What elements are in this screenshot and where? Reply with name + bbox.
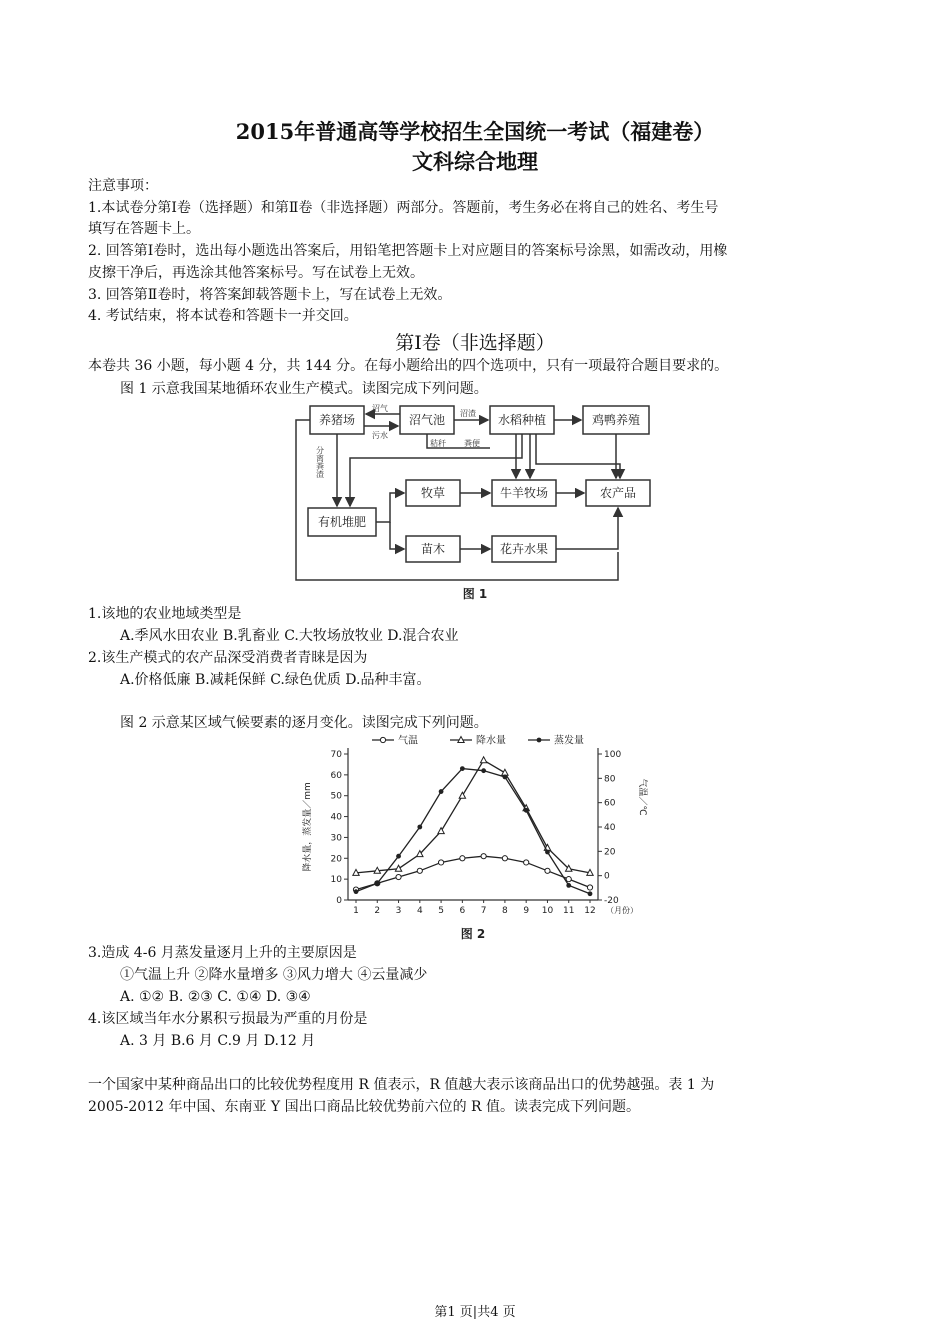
svg-text:花卉水果: 花卉水果 <box>499 542 549 556</box>
notice-line: 皮擦干净后，再选涂其他答案标号。写在试卷上无效。 <box>88 265 424 281</box>
svg-text:污水: 污水 <box>372 431 388 440</box>
figure-1-diagram <box>290 402 660 602</box>
svg-text:鸡鸭养殖: 鸡鸭养殖 <box>591 413 641 427</box>
point-2 <box>588 891 593 896</box>
point-0 <box>396 874 401 879</box>
x-tick-label: 11 <box>563 906 575 916</box>
box-biogas <box>400 406 454 434</box>
y-tick-label: 60 <box>330 770 342 781</box>
y2-tick-label: 40 <box>604 823 616 833</box>
point-2 <box>396 854 401 859</box>
x-tick-label: 8 <box>502 906 508 916</box>
svg-text:粪便: 粪便 <box>464 439 480 448</box>
svg-text:水稻种植: 水稻种植 <box>497 413 547 427</box>
q3-stem: 3.造成 4-6 月蒸发量逐月上升的主要原因是 <box>88 945 357 961</box>
notice-line: 3. 回答第Ⅱ卷时，将答案卸载答题卡上，写在试卷上无效。 <box>88 287 452 303</box>
point-2 <box>566 883 571 888</box>
point-0 <box>587 885 592 890</box>
x-tick-label: 3 <box>395 906 402 916</box>
x-tick-label: 5 <box>438 906 444 916</box>
series-line-0 <box>356 856 590 889</box>
y2-axis-label: 气温／℃ <box>637 778 647 816</box>
q3-options: A. ①② B. ②③ C. ①④ D. ③④ <box>120 989 311 1005</box>
x-tick-label: 7 <box>480 906 487 916</box>
q2-stem: 2.该生产模式的农产品深受消费者青睐是因为 <box>88 650 368 666</box>
svg-text:有机堆肥: 有机堆肥 <box>317 515 367 529</box>
svg-text:苗木: 苗木 <box>420 542 446 556</box>
point-0 <box>438 860 443 865</box>
exam-subtitle: 文科综合地理 <box>412 149 538 174</box>
y2-tick-label: 80 <box>604 774 616 785</box>
box-products <box>586 480 650 506</box>
svg-text:牛羊牧场: 牛羊牧场 <box>499 486 549 500</box>
y2-tick-label: 0 <box>604 871 610 882</box>
legend-label-1: 降水量 <box>476 735 506 747</box>
box-pig <box>310 406 364 434</box>
q2-options: A.价格低廉 B.减耗保鲜 C.绿色优质 D.品种丰富。 <box>120 672 431 688</box>
svg-text:秸秆: 秸秆 <box>430 439 446 448</box>
section-intro: 本卷共 36 小题，每小题 4 分，共 144 分。在每小题给出的四个选项中，只有一项最符合题目要求的。 <box>88 358 729 374</box>
legend-marker-0 <box>380 737 385 742</box>
point-2 <box>460 766 465 771</box>
y-tick-label: 30 <box>330 833 342 844</box>
y-tick-label: 0 <box>336 896 342 906</box>
q1-options: A.季风水田农业 B.乳畜业 C.大牧场放牧业 D.混合农业 <box>120 628 459 644</box>
y2-tick-label: 20 <box>604 847 616 858</box>
fig1-intro: 图 1 示意我国某地循环农业生产模式。读图完成下列问题。 <box>120 381 488 397</box>
point-0 <box>481 854 486 859</box>
x-tick-label: 1 <box>353 906 359 916</box>
y2-tick-label: 60 <box>604 798 616 809</box>
x-tick-label: 2 <box>374 906 381 916</box>
x-tick-label: 9 <box>523 906 530 916</box>
point-0 <box>502 856 507 861</box>
x-tick-label: 6 <box>459 906 466 916</box>
figure-2-chart <box>290 732 660 944</box>
point-0 <box>460 856 465 861</box>
legend-marker-2 <box>537 738 542 743</box>
exam-title: 2015年普通高等学校招生全国统一考试（福建卷） <box>235 119 715 144</box>
svg-text:沼气: 沼气 <box>372 404 388 413</box>
q1-stem: 1.该地的农业地域类型是 <box>88 606 242 622</box>
x-tick-label: 10 <box>541 906 554 916</box>
y-tick-label: 70 <box>330 750 342 760</box>
legend-label-0: 气温 <box>398 735 418 747</box>
notice-heading: 注意事项： <box>88 178 158 194</box>
passage-line: 一个国家中某种商品出口的比较优势程度用 R 值表示，R 值越大表示该商品出口的优势越强。表 1 为 <box>88 1077 715 1093</box>
point-1 <box>395 865 401 871</box>
box-compost <box>308 508 376 536</box>
y-axis-label: 降水量，蒸发量／mm <box>303 782 313 872</box>
x-axis-label: （月份） <box>606 906 638 915</box>
point-2 <box>439 789 444 794</box>
box-flower <box>492 536 556 562</box>
notice-line: 填写在答题卡上。 <box>88 221 200 237</box>
point-0 <box>524 860 529 865</box>
legend-label-2: 蒸发量 <box>554 735 584 747</box>
passage-line: 2005-2012 年中国、东南亚 Y 国出口商品比较优势前六位的 R 值。读表完成下列问题。 <box>88 1099 641 1115</box>
svg-text:分离粪渣: 分离粪渣 <box>315 446 325 478</box>
y-tick-label: 10 <box>330 875 342 886</box>
box-seedling <box>406 536 460 562</box>
svg-text:养猪场: 养猪场 <box>318 413 356 427</box>
box-cattle <box>492 480 556 506</box>
y-tick-label: 50 <box>330 791 342 802</box>
y2-tick-label: 100 <box>604 750 622 760</box>
point-2 <box>481 768 486 773</box>
y2-tick-label: -20 <box>604 896 619 906</box>
box-grass <box>406 480 460 506</box>
q4-options: A. 3 月 B.6 月 C.9 月 D.12 月 <box>120 1033 316 1049</box>
svg-text:农产品: 农产品 <box>599 486 637 500</box>
figure-2-caption: 图 2 <box>460 927 486 941</box>
point-2 <box>354 889 359 894</box>
page-footer: 第1 页|共4 页 <box>434 1305 516 1320</box>
point-0 <box>545 868 550 873</box>
notice-line: 1.本试卷分第Ⅰ卷（选择题）和第Ⅱ卷（非选择题）两部分。答题前，考生务必在将自己的姓名、考生号 <box>88 200 719 216</box>
point-2 <box>524 808 529 813</box>
point-2 <box>503 775 508 780</box>
svg-text:沼渣: 沼渣 <box>460 409 476 418</box>
box-rice <box>490 406 554 434</box>
point-2 <box>375 881 380 886</box>
figure-1-caption: 图 1 <box>462 587 488 601</box>
point-2 <box>545 850 550 855</box>
q3-items: ①气温上升 ②降水量增多 ③风力增大 ④云量减少 <box>120 967 428 983</box>
point-0 <box>566 877 571 882</box>
y-tick-label: 40 <box>330 812 342 823</box>
svg-text:牧草: 牧草 <box>420 486 446 500</box>
point-2 <box>417 825 422 830</box>
notice-line: 2. 回答第Ⅰ卷时，选出每小题选出答案后，用铅笔把答题卡上对应题目的答案标号涂黑，如需改动，用橡 <box>88 243 728 259</box>
notice-line: 4. 考试结束，将本试卷和答题卡一并交回。 <box>88 308 358 324</box>
fig2-intro: 图 2 示意某区域气候要素的逐月变化。读图完成下列问题。 <box>120 715 488 731</box>
series-line-1 <box>356 760 590 873</box>
point-0 <box>417 868 422 873</box>
svg-text:沼气池: 沼气池 <box>408 413 446 427</box>
point-1 <box>480 757 486 763</box>
box-poultry <box>583 406 649 434</box>
q4-stem: 4.该区域当年水分累积亏损最为严重的月份是 <box>88 1011 368 1027</box>
x-tick-label: 4 <box>416 906 423 916</box>
series-line-2 <box>356 769 590 894</box>
section-title: 第Ⅰ卷（非选择题） <box>395 332 555 354</box>
y-tick-label: 20 <box>330 854 342 865</box>
point-1 <box>502 769 508 775</box>
x-tick-label: 12 <box>584 906 596 916</box>
